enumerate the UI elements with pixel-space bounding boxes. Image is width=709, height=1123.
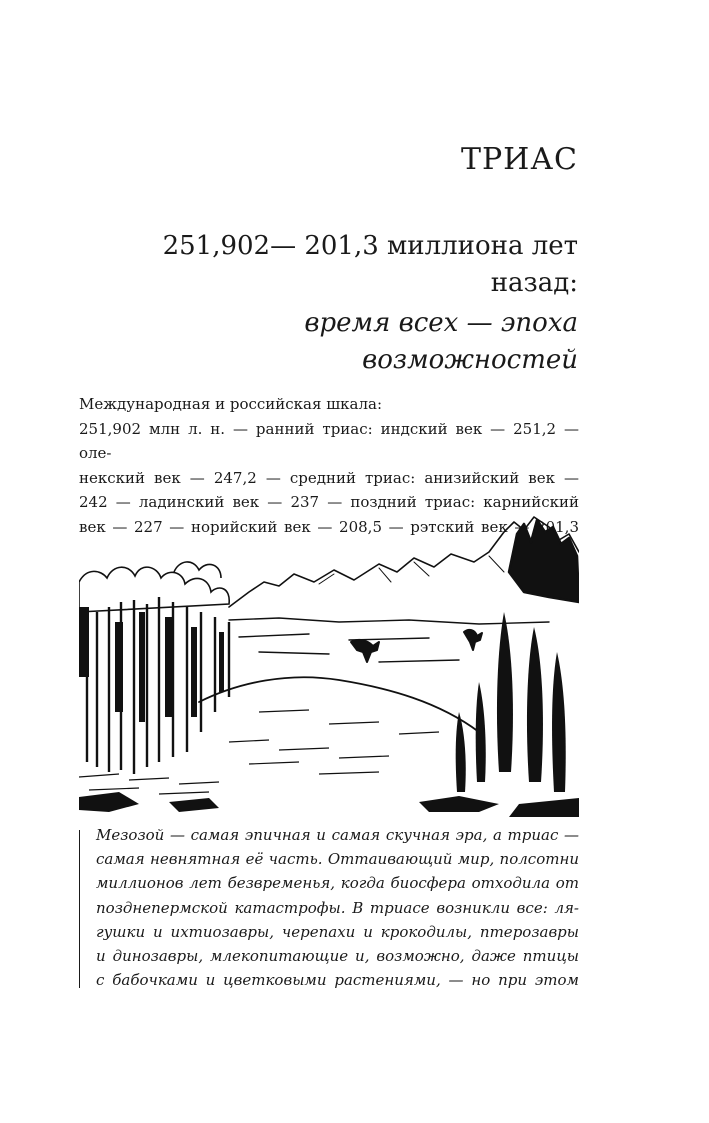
period-subtitle — [118, 305, 578, 379]
period-subtitle-line-1: время всех — эпоха — [304, 308, 578, 338]
chapter-title: ТРИАС — [460, 142, 578, 177]
quote-line: самая невнятная её часть. Оттаивающий мир, полсотни — [96, 850, 579, 869]
period-subtitle-line-2: возможностей — [362, 345, 578, 375]
tree-crowns — [79, 562, 229, 612]
foreground-rocks — [79, 792, 579, 817]
time-scale-line: некский век — 247,2 — средний триас: анизийский век — — [79, 468, 579, 487]
quote-line: гушки и ихтиозавры, черепахи и крокодилы, птерозавры — [96, 922, 579, 941]
triassic-landscape-illustration — [79, 512, 579, 817]
time-scale-line: 242 — ладинский век — 237 — поздний триас: карнийский — [79, 493, 579, 511]
time-scale-label: Международная и российская шкала: — [79, 395, 383, 413]
period-heading-line-1: 251,902— 201,3 миллиона лет — [162, 231, 578, 261]
time-scale-line: век — 227 — норийский век — 208,5 — рэтский век — 201,3 — [79, 517, 579, 536]
quote-line: с бабочками и цветковыми растениями, — но при этом — [96, 971, 579, 990]
quote-line: Мезозой — самая эпичная и самая скучная эра, а триас — — [96, 826, 579, 844]
epigraph-quote — [96, 823, 579, 992]
tree-foliage — [79, 607, 224, 722]
quote-line: миллионов лет безвременья, когда биосфера отходила от — [96, 874, 579, 893]
quote-rule — [79, 830, 80, 988]
rock-outcrop — [509, 520, 579, 602]
period-heading-line-2: назад: — [490, 268, 578, 298]
quote-line: позднепермской катастрофы. В триасе возникли все: ля- — [96, 898, 579, 917]
dinosaur-silhouette — [351, 640, 379, 662]
dinosaur-silhouette — [464, 630, 482, 650]
time-scale-line: 251,902 млн л. н. — ранний триас: индский век — 251,2 — оле- — [79, 419, 579, 462]
quote-line: и динозавры, млекопитающие и, возможно, даже птицы — [96, 947, 579, 966]
conifer-forest — [87, 597, 229, 774]
period-heading — [118, 228, 578, 302]
